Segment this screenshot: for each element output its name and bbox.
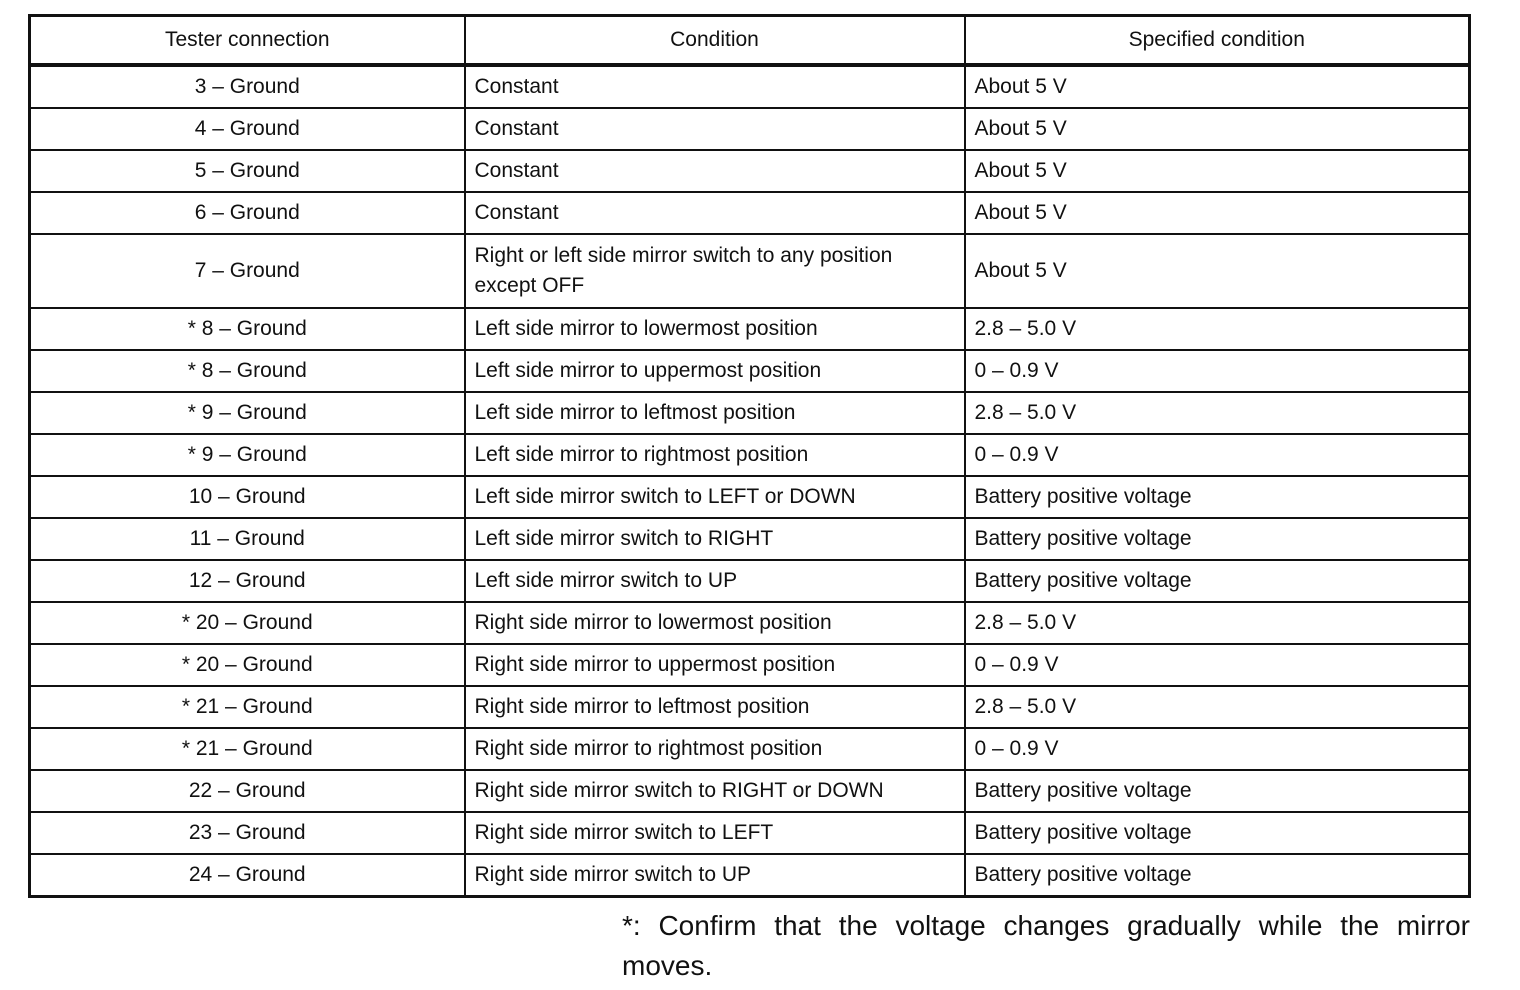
cell-condition: Left side mirror to lowermost position [465,308,965,350]
cell-specified-condition: 0 – 0.9 V [965,728,1470,770]
table-row [30,812,1470,854]
cell-tester-connection: 11 – Ground [30,518,465,560]
cell-tester-connection: 4 – Ground [30,108,465,150]
table-row [30,560,1470,602]
cell-tester-connection: 7 – Ground [30,234,465,308]
cell-specified-condition: 2.8 – 5.0 V [965,308,1470,350]
cell-condition: Left side mirror to uppermost position [465,350,965,392]
cell-specified-condition: 0 – 0.9 V [965,434,1470,476]
cell-tester-connection: * 9 – Ground [30,392,465,434]
cell-condition: Right side mirror to uppermost position [465,644,965,686]
cell-condition: Left side mirror to rightmost position [465,434,965,476]
cell-specified-condition: About 5 V [965,108,1470,150]
table-row [30,602,1470,644]
cell-condition: Left side mirror switch to RIGHT [465,518,965,560]
cell-tester-connection: 24 – Ground [30,854,465,897]
cell-tester-connection: 10 – Ground [30,476,465,518]
table-row [30,728,1470,770]
cell-specified-condition: 2.8 – 5.0 V [965,602,1470,644]
cell-condition: Constant [465,108,965,150]
cell-tester-connection: * 21 – Ground [30,728,465,770]
cell-condition: Constant [465,192,965,234]
cell-tester-connection: 5 – Ground [30,150,465,192]
table-row [30,350,1470,392]
cell-condition: Left side mirror to leftmost position [465,392,965,434]
footnote: *: Confirm that the voltage changes gradually while the mirror moves. [622,910,1470,981]
cell-specified-condition: Battery positive voltage [965,476,1470,518]
cell-condition: Right side mirror switch to LEFT [465,812,965,854]
table-row [30,644,1470,686]
cell-tester-connection: * 8 – Ground [30,350,465,392]
cell-tester-connection: 3 – Ground [30,65,465,108]
header-tester-connection: Tester connection [30,16,465,66]
table-row [30,518,1470,560]
cell-specified-condition: Battery positive voltage [965,812,1470,854]
table-row [30,770,1470,812]
table-row [30,308,1470,350]
cell-condition: Right side mirror switch to UP [465,854,965,897]
cell-condition: Right side mirror to lowermost position [465,602,965,644]
table-row [30,65,1470,108]
cell-condition: Constant [465,65,965,108]
cell-specified-condition: 2.8 – 5.0 V [965,392,1470,434]
cell-specified-condition: Battery positive voltage [965,560,1470,602]
header-specified-condition: Specified condition [965,16,1470,66]
cell-specified-condition: About 5 V [965,65,1470,108]
cell-specified-condition: 2.8 – 5.0 V [965,686,1470,728]
table-row [30,392,1470,434]
cell-tester-connection: 12 – Ground [30,560,465,602]
table-row [30,150,1470,192]
table-row [30,108,1470,150]
cell-specified-condition: Battery positive voltage [965,770,1470,812]
cell-condition: Right side mirror to rightmost position [465,728,965,770]
table-row [30,192,1470,234]
table-row [30,434,1470,476]
cell-condition: Left side mirror switch to UP [465,560,965,602]
specification-table [28,14,1471,898]
cell-specified-condition: Battery positive voltage [965,854,1470,897]
cell-condition: Right or left side mirror switch to any position except OFF [465,234,965,308]
table-row [30,854,1470,897]
cell-tester-connection: * 20 – Ground [30,602,465,644]
cell-condition: Left side mirror switch to LEFT or DOWN [465,476,965,518]
cell-tester-connection: * 20 – Ground [30,644,465,686]
cell-tester-connection: 23 – Ground [30,812,465,854]
cell-condition: Right side mirror switch to RIGHT or DOWN [465,770,965,812]
cell-tester-connection: * 21 – Ground [30,686,465,728]
cell-condition: Constant [465,150,965,192]
cell-specified-condition: 0 – 0.9 V [965,350,1470,392]
cell-tester-connection: * 8 – Ground [30,308,465,350]
cell-condition: Right side mirror to leftmost position [465,686,965,728]
cell-specified-condition: About 5 V [965,150,1470,192]
cell-specified-condition: Battery positive voltage [965,518,1470,560]
table-row [30,686,1470,728]
cell-tester-connection: 6 – Ground [30,192,465,234]
table-row [30,476,1470,518]
cell-specified-condition: 0 – 0.9 V [965,644,1470,686]
table-header-row [30,16,1470,66]
table-row [30,234,1470,308]
cell-tester-connection: * 9 – Ground [30,434,465,476]
cell-specified-condition: About 5 V [965,234,1470,308]
header-condition: Condition [465,16,965,66]
cell-tester-connection: 22 – Ground [30,770,465,812]
cell-specified-condition: About 5 V [965,192,1470,234]
